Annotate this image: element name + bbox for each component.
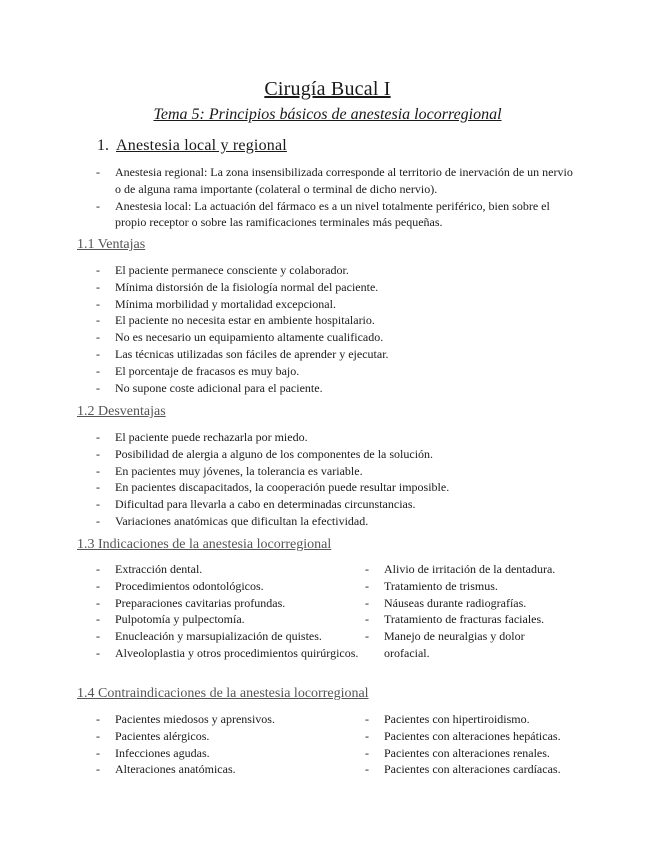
list-item: - Mínima distorsión de la fisiología normal del paciente. (96, 279, 576, 296)
list-item: - Pacientes miedosos y aprensivos. (96, 711, 358, 728)
list-item: - Mínima morbilidad y mortalidad excepcional. (96, 296, 576, 313)
list-item: - Manejo de neuralgias y dolor orofacial. (365, 628, 554, 662)
desventajas-list (96, 429, 576, 530)
ventajas-heading: 1.1 Ventajas (77, 237, 146, 252)
list-item: - El paciente no necesita estar en ambiente hospitalario. (96, 312, 576, 329)
list-item: - Tratamiento de fracturas faciales. (365, 611, 580, 628)
list-item: - Preparaciones cavitarias profundas. (96, 595, 358, 612)
desventajas-heading: 1.2 Desventajas (77, 404, 166, 419)
section-1-title: Anestesia local y regional (116, 137, 287, 154)
list-item: - Pulpotomía y pulpectomía. (96, 611, 358, 628)
contraindicaciones-list-left (96, 711, 358, 778)
list-item: - Alteraciones anatómicas. (96, 761, 358, 778)
section-1-list (96, 164, 576, 231)
list-item: - Las técnicas utilizadas son fáciles de aprender y ejecutar. (96, 346, 576, 363)
list-item: - El paciente permanece consciente y colaborador. (96, 262, 576, 279)
contraindicaciones-heading: 1.4 Contraindicaciones de la anestesia locorregional (77, 686, 369, 701)
list-item: - Tratamiento de trismus. (365, 578, 580, 595)
ventajas-list (96, 262, 576, 396)
list-item: - En pacientes muy jóvenes, la tolerancia es variable. (96, 463, 576, 480)
list-item: - Dificultad para llevarla a cabo en determinadas circunstancias. (96, 496, 576, 513)
list-item: - Variaciones anatómicas que dificultan la efectividad. (96, 513, 576, 530)
list-item: - Anestesia local: La actuación del fármaco es a un nivel totalmente periférico, bien sobre el propio receptor o sobre las ramificaciones terminales más pequeñas. (96, 198, 576, 232)
list-item: - Alveoloplastia y otros procedimientos quirúrgicos. (96, 645, 358, 662)
list-item: - Pacientes con alteraciones renales. (365, 745, 580, 762)
list-item: - Pacientes con alteraciones hepáticas. (365, 728, 580, 745)
list-item: - No es necesario un equipamiento altamente cualificado. (96, 329, 576, 346)
list-item: - Pacientes con alteraciones cardíacas. (365, 761, 580, 778)
contraindicaciones-list-right (365, 711, 580, 778)
list-item: - En pacientes discapacitados, la cooperación puede resultar imposible. (96, 479, 576, 496)
indicaciones-list-left (96, 561, 358, 662)
document-title: Cirugía Bucal I (264, 78, 391, 100)
list-item: - Procedimientos odontológicos. (96, 578, 358, 595)
list-item: - Infecciones agudas. (96, 745, 358, 762)
indicaciones-list-right (365, 561, 580, 662)
list-item: - Extracción dental. (96, 561, 358, 578)
list-item: - Alivio de irritación de la dentadura. (365, 561, 580, 578)
section-1-heading (97, 137, 287, 155)
section-1-number: 1. (97, 137, 109, 154)
list-item: - El porcentaje de fracasos es muy bajo. (96, 363, 576, 380)
list-item: - Anestesia regional: La zona insensibilizada corresponde al territorio de inervación de un nervio o de alguna rama importante (colateral o terminal de dicho nervio). (96, 164, 576, 198)
list-item: - El paciente puede rechazarla por miedo. (96, 429, 576, 446)
list-item: - Enucleación y marsupialización de quistes. (96, 628, 325, 645)
list-item: - Pacientes alérgicos. (96, 728, 358, 745)
list-item: - No supone coste adicional para el paciente. (96, 380, 576, 397)
list-item: - Náuseas durante radiografías. (365, 595, 580, 612)
list-item: - Posibilidad de alergia a alguno de los componentes de la solución. (96, 446, 576, 463)
indicaciones-heading: 1.3 Indicaciones de la anestesia locorregional (77, 537, 332, 552)
list-item: - Pacientes con hipertiroidismo. (365, 711, 580, 728)
document-subtitle: Tema 5: Principios básicos de anestesia locorregional (153, 106, 502, 123)
